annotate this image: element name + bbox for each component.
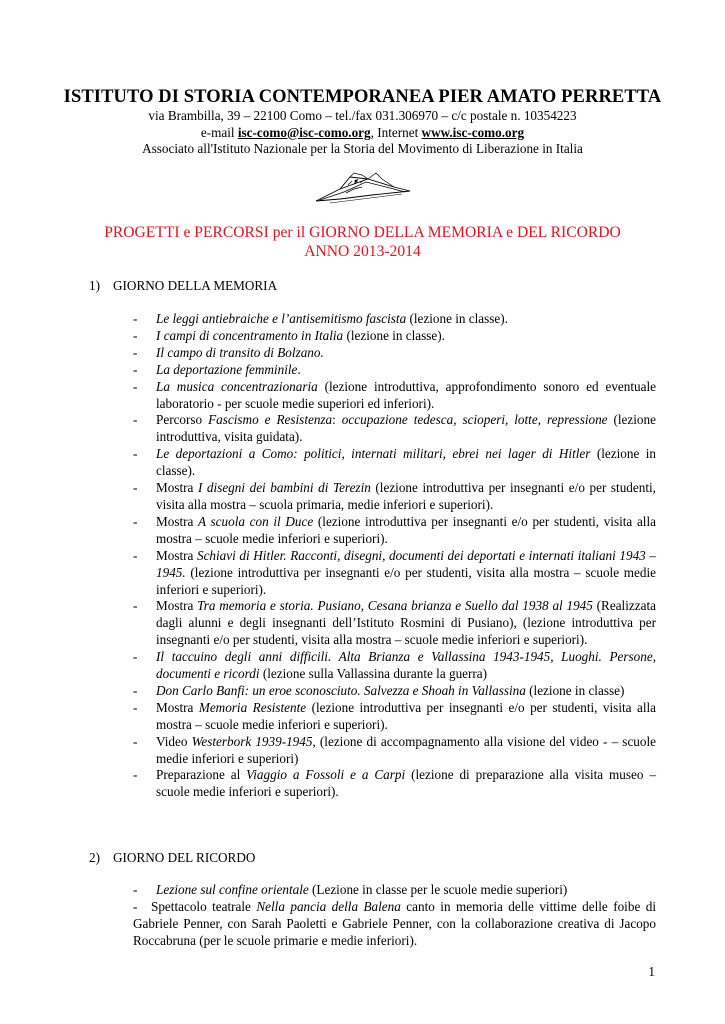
italic-title: Le leggi antiebraiche e l’antisemitismo fascista (156, 311, 407, 326)
section-title: GIORNO DEL RICORDO (113, 850, 256, 865)
italic-title: Le deportazioni a Como: politici, internati militari, ebrei nei lager di Hitler (156, 446, 591, 462)
memoria-list (133, 311, 656, 801)
contact-line (60, 125, 665, 142)
text-run: canto in memoria delle vittime delle foibe di Gabriele Penner, con Sarah Paoletti e Gabriele Penner, con la collaborazione creativa di Jacopo Roccabruna (per le scuole primarie e medie inferiori). (133, 899, 656, 948)
list-item (133, 767, 656, 801)
dash-bullet: - (133, 513, 138, 529)
dash-bullet: - (133, 899, 138, 914)
italic-title: Westerbork 1939-1945 (191, 733, 313, 749)
dash-bullet: - (133, 882, 138, 897)
dash-bullet: - (133, 767, 138, 783)
dash-bullet: - (133, 412, 138, 428)
italic-title: Fascismo e Resistenza (208, 412, 333, 428)
dash-bullet: - (133, 699, 138, 715)
text-run: : (332, 412, 342, 428)
italic-title: occupazione tedesca, scioperi, lotte, repressione (341, 412, 608, 428)
text-run: (lezione sulla Vallassina durante la guerra) (259, 666, 488, 682)
text-run: Mostra (156, 598, 198, 614)
list-item (133, 683, 656, 700)
section-heading-memoria (89, 278, 277, 294)
italic-title: I disegni dei bambini di Terezin (197, 480, 371, 496)
dash-bullet: - (133, 446, 138, 462)
italic-title: Il taccuino degli anni difficili. Alta Brianza e Vallassina 1943-1945, Luoghi. Persone, documenti e ricordi (156, 649, 656, 682)
list-item (133, 514, 656, 548)
list-item (133, 412, 656, 446)
text-run: (lezione in classe). (156, 446, 657, 479)
text-run: , (lezione di accompagnamento alla visione del video - – scuole medie inferiori e superiori) (156, 733, 656, 766)
email-prefix: e-mail (200, 124, 238, 140)
italic-title: I campi di concentramento in Italia (156, 327, 344, 343)
italic-title: Nella pancia della Balena (256, 899, 401, 914)
text-run: (lezione introduttiva, approfondimento sonoro ed eventuale laboratorio - per scuole medie superiori ed inferiori). (156, 378, 656, 411)
text-run: Mostra (156, 699, 199, 715)
italic-title: La deportazione femminile (156, 361, 298, 377)
text-run: (lezione in classe) (525, 682, 625, 698)
dash-bullet: - (133, 682, 138, 698)
dash-bullet: - (133, 547, 138, 563)
dash-bullet: - (133, 649, 138, 665)
text-run: Mostra (156, 513, 199, 529)
institute-emblem-icon (310, 165, 415, 210)
text-run: Mostra (156, 547, 197, 563)
project-title: PROGETTI e PERCORSI per il GIORNO DELLA MEMORIA e DEL RICORDO (104, 224, 621, 241)
text-run: Spettacolo teatrale (151, 899, 257, 914)
italic-title: Don Carlo Banfi: un eroe sconosciuto. Salvezza e Shoah in Vallassina (156, 682, 526, 698)
dash-bullet: - (133, 598, 138, 614)
page-number: 1 (648, 964, 655, 979)
text-run: (lezione in classe). (343, 327, 445, 343)
project-heading (40, 224, 685, 261)
list-item (133, 882, 656, 899)
text-run: (lezione introduttiva, visita guidata). (156, 412, 656, 445)
italic-title: Memoria Resistente (198, 699, 307, 715)
website-link[interactable]: www.isc-como.org (421, 124, 525, 140)
list-item (133, 700, 656, 734)
italic-title: Lezione sul confine orientale (156, 882, 309, 897)
text-run: (lezione introduttiva per insegnanti e/o per studenti, visita alla mostra – scuole medie inferiori e superiori). (156, 564, 656, 597)
email-link[interactable]: isc-como@isc-como.org (237, 124, 371, 140)
address-line: via Brambilla, 39 – 22100 Como – tel./fax 031.306970 – c/c postale n. 10354223 (148, 108, 577, 123)
project-year: ANNO 2013-2014 (304, 242, 421, 260)
list-item (133, 598, 656, 649)
italic-title: Tra memoria e storia. Pusiano, Cesana brianza e Suello dal 1938 al 1945 (197, 598, 593, 614)
italic-title: Viaggio a Fossoli e a Carpi (246, 767, 406, 783)
internet-prefix: , Internet (370, 124, 422, 140)
list-item (133, 649, 656, 683)
text-run: Mostra (156, 480, 198, 496)
text-run: Percorso (156, 412, 209, 428)
list-item (133, 446, 656, 480)
list-item (133, 480, 656, 514)
italic-title: A scuola con il Duce (198, 513, 314, 529)
dash-bullet: - (133, 378, 138, 394)
text-run: Preparazione al (156, 767, 247, 783)
list-item (133, 379, 656, 413)
text-run: (lezione in classe). (406, 311, 508, 326)
dash-bullet: - (133, 361, 138, 377)
list-item (133, 899, 656, 950)
list-item (133, 548, 656, 599)
dash-bullet: - (133, 327, 138, 343)
list-item (133, 328, 656, 345)
section-title: GIORNO DELLA MEMORIA (113, 278, 278, 293)
association-line: Associato all'Istituto Nazionale per la Storia del Movimento di Liberazione in Italia (142, 141, 583, 156)
text-run: . (297, 361, 301, 377)
text-run: (lezione introduttiva per insegnanti e/o per studenti, visita alla mostra – scuola primaria, medie inferiori e superiori). (156, 480, 656, 512)
dash-bullet: - (133, 311, 138, 326)
dash-bullet: - (133, 344, 138, 360)
list-item (133, 345, 656, 362)
text-run: (lezione introduttiva per insegnanti e/o per studenti, visita alla mostra – scuole medie inferiori e superiori). (156, 513, 656, 546)
list-item (133, 734, 656, 768)
section-number: 1) (89, 278, 100, 293)
italic-title: Il campo di transito di Bolzano. (156, 344, 324, 360)
dash-bullet: - (133, 733, 138, 749)
dash-bullet: - (133, 480, 138, 496)
institute-name: ISTITUTO DI STORIA CONTEMPORANEA PIER AMATO PERRETTA (63, 87, 662, 107)
list-item (133, 311, 656, 328)
italic-title: La musica concentrazionaria (156, 378, 318, 394)
italic-title: Schiavi di Hitler. Racconti, disegni, documenti dei deportati e internati italiani 1943 – 1945. (156, 547, 656, 580)
text-run: (Lezione in classe per le scuole medie superiori) (308, 882, 568, 897)
text-run: (lezione introduttiva per insegnanti e/o per studenti, visita alla mostra – scuole medie inferiori e superiori). (156, 699, 656, 732)
text-run: (Realizzata dagli alunni e degli insegnanti dell’Istituto Rosmini di Pusiano), (lezione introduttiva per insegnanti e/o per studenti, visita alla mostra – scuole medie inferiori e superiori). (156, 598, 656, 648)
section-number: 2) (89, 850, 100, 865)
letterhead (60, 86, 665, 158)
list-item (133, 362, 656, 379)
text-run: Video (156, 733, 192, 749)
section-heading-ricordo (89, 850, 255, 866)
text-run: (lezione di preparazione alla visita museo – scuole medie inferiori e superiori). (156, 767, 656, 800)
